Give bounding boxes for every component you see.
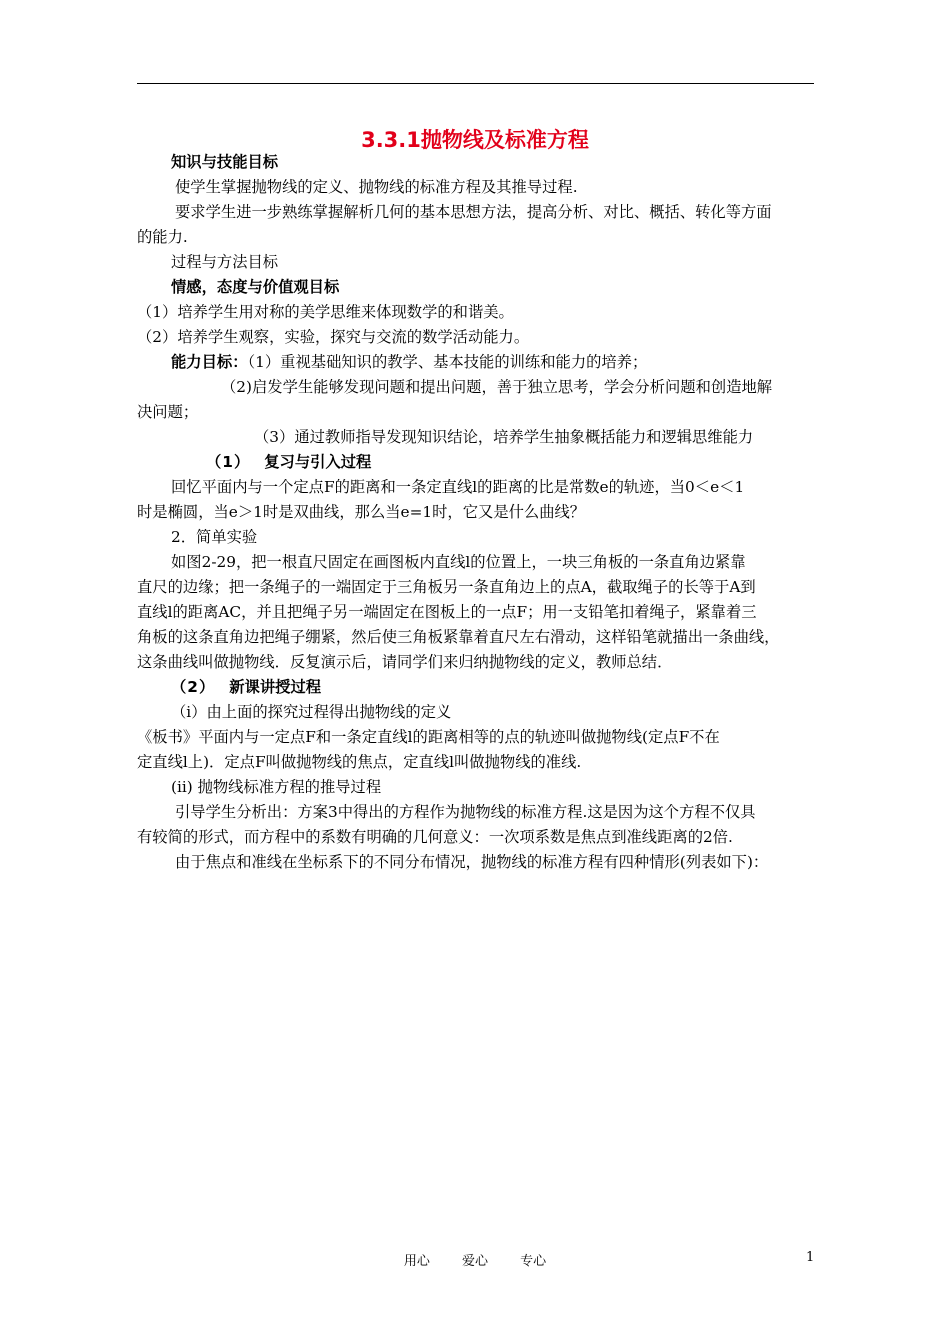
paragraph-line: 决问题；: [137, 403, 199, 421]
paragraph-line: 由于焦点和准线在坐标系下的不同分布情况，抛物线的标准方程有四种情形(列表如下)：: [175, 853, 769, 871]
paragraph-line: 这条曲线叫做抛物线．反复演示后，请同学们来归纳抛物线的定义，教师总结．: [137, 653, 673, 671]
paragraph-line: 引导学生分析出：方案3中得出的方程作为抛物线的标准方程.这是因为这个方程不仅具: [175, 803, 756, 821]
paragraph-line: 有较简的形式，而方程中的系数有明确的几何意义：一次项系数是焦点到准线距离的2倍.: [137, 828, 733, 846]
section-title: 复习与引入过程: [264, 453, 372, 471]
paragraph-line: 直尺的边缘；把一条绳子的一端固定于三角板另一条直角边上的点A，截取绳子的长等于A到: [137, 578, 756, 596]
section-number: （2）: [171, 678, 216, 696]
paragraph-line: 回忆平面内与一个定点F的距离和一条定直线l的距离的比是常数e的轨迹，当0＜e＜1: [171, 478, 745, 496]
subheading-simple-experiment: 2．简单实验: [171, 528, 258, 546]
paragraph-line: （2)启发学生能够发现问题和提出问题，善于独立思考，学会分析问题和创造地解: [221, 378, 773, 396]
header-rule: [137, 83, 814, 84]
paragraph-line: 定直线l上)．定点F叫做抛物线的焦点，定直线l叫做抛物线的准线.: [137, 753, 582, 771]
paragraph-line: 直线l的距离AC，并且把绳子另一端固定在图板上的一点F；用一支铅笔扣着绳子，紧靠着三: [137, 603, 757, 621]
paragraph-line: 角板的这条直角边把绳子绷紧，然后使三角板紧靠着直尺左右滑动，这样铅笔就描出一条曲线，: [137, 628, 780, 646]
paragraph-line: 要求学生进一步熟练掌握解析几何的基本思想方法，提高分析、对比、概括、转化等方面: [175, 203, 772, 221]
paragraph-line: 《板书》平面内与一定点F和一条定直线l的距离相等的点的轨迹叫做抛物线(定点F不在: [137, 728, 720, 746]
heading-ability-goals: 能力目标：: [171, 353, 248, 371]
section-heading-new-lesson: [171, 677, 321, 697]
footer-text-center: 爱心: [461, 1254, 488, 1269]
heading-knowledge-skills: 知识与技能目标: [171, 153, 279, 171]
paragraph-line: （3）通过教师指导发现知识结论，培养学生抽象概括能力和逻辑思维能力: [254, 428, 754, 446]
paragraph-line: 的能力.: [137, 228, 188, 246]
section-heading-review: [206, 452, 371, 472]
paragraph-line: 如图2-29，把一根直尺固定在画图板内直线l的位置上，一块三角板的一条直角边紧靠: [171, 553, 746, 571]
section-title: 新课讲授过程: [229, 678, 322, 696]
footer-text-right: 专心: [520, 1254, 547, 1269]
paragraph-line: (ii) 抛物线标准方程的推导过程: [171, 778, 382, 796]
ability-goal-1: （1）重视基础知识的教学、基本技能的训练和能力的培养；: [247, 353, 648, 371]
paragraph-line: （1）培养学生用对称的美学思维来体现数学的和谐美。: [137, 303, 514, 321]
page-title: 3.3.1抛物线及标准方程: [361, 128, 589, 152]
paragraph-line: 时是椭圆，当e＞1时是双曲线，那么当e=1时，它又是什么曲线？: [137, 503, 586, 521]
heading-emotion-values: 情感，态度与价值观目标: [171, 278, 340, 296]
paragraph-line: （2）培养学生观察，实验，探究与交流的数学活动能力。: [137, 328, 530, 346]
ability-goals-line: [171, 352, 647, 372]
heading-process-method: 过程与方法目标: [171, 253, 279, 271]
paragraph-line: （i）由上面的探究过程得出抛物线的定义: [171, 703, 452, 721]
section-number: （1）: [206, 453, 251, 471]
page-number: 1: [806, 1250, 815, 1265]
paragraph-line: 使学生掌握抛物线的定义、抛物线的标准方程及其推导过程.: [175, 178, 578, 196]
footer-text-left: 用心: [403, 1254, 430, 1269]
